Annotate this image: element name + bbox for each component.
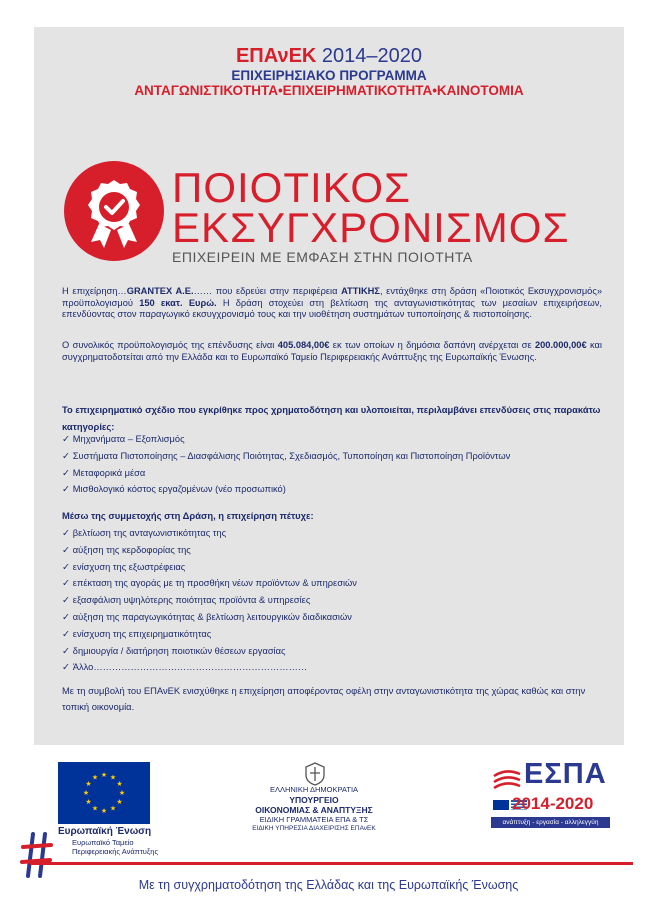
- ministry-name: ΟΙΚΟΝΟΜΙΑΣ & ΑΝΑΠΤΥΞΗΣ: [255, 805, 373, 815]
- list-item: [62, 525, 602, 542]
- svg-text:★: ★: [116, 798, 123, 806]
- company-name: GRANTEX A.E.: [126, 286, 194, 296]
- title-line-1: ΠΟΙΟΤΙΚΟΣ: [172, 164, 412, 211]
- list-item: [62, 626, 602, 643]
- cofinancing-footer: Με τη συγχρηματοδότηση της Ελλάδας και της Ευρωπαϊκής Ένωσης: [138, 878, 519, 892]
- list-item: [62, 559, 602, 576]
- greek-emblem-icon: [304, 762, 326, 786]
- hashtag-logo-icon: [20, 830, 54, 880]
- budget-text: και συγχρηματοδοτείται από την Ελλάδα και το Ευρωπαϊκό Ταμείο Περιφερειακής Ανάπτυξης της Ευρωπαϊκής Ένωσης.: [62, 340, 602, 362]
- svg-text:★: ★: [100, 807, 108, 815]
- list-item: [62, 465, 602, 482]
- result-text: επέκταση της αγοράς με τη προσθήκη νέων προϊόντων & υπηρεσιών: [72, 578, 357, 589]
- result-text: εξασφάλιση υψηλότερης ποιότητας προϊόντα & υπηρεσίες: [72, 595, 311, 606]
- check-icon: ✓: [62, 434, 70, 444]
- programme-name: ΕΠΙΧΕΙΡΗΣΙΑΚΟ ΠΡΟΓΡΑΜΜΑ: [231, 68, 427, 83]
- category-text: Μεταφορικά μέσα: [72, 467, 146, 478]
- ministry-republic: ΕΛΛΗΝΙΚΗ ΔΗΜΟΚΡΑΤΙΑ: [269, 785, 359, 794]
- espa-tagline: ανάπτυξη - εργασία - αλληλεγγύη: [491, 817, 610, 828]
- result-text: ενίσχυση της εξωστρέφειας: [72, 561, 186, 572]
- categories-list: [62, 431, 602, 498]
- action-subtitle: ΕΠΙΧΕΙΡΕΙΝ ΜΕ ΕΜΦΑΣΗ ΣΤΗΝ ΠΟΙΟΤΗΤΑ: [172, 249, 473, 265]
- list-item: [62, 481, 602, 498]
- svg-text:★: ★: [116, 780, 123, 788]
- check-icon: ✓: [62, 544, 70, 555]
- result-text: αύξηση της παραγωγικότητας & βελτίωση λειτουργικών διαδικασιών: [72, 611, 352, 622]
- ministry-service: ΕΙΔΙΚΗ ΥΠΗΡΕΣΙΑ ΔΙΑΧΕΙΡΙΣΗΣ ΕΠΑνΕΚ: [252, 825, 376, 832]
- category-text: Μισθολογικό κόστος εργαζομένων (νέο προσωπικό): [72, 484, 286, 495]
- category-text: Μηχανήματα – Εξοπλισμός: [72, 434, 185, 444]
- list-item: [62, 431, 602, 448]
- list-item: [62, 609, 602, 626]
- quality-badge-icon: [63, 160, 165, 262]
- check-icon: ✓: [62, 628, 70, 639]
- espa-years: 2014-2020: [512, 794, 594, 813]
- list-item: [62, 575, 602, 592]
- check-icon: ✓: [62, 662, 70, 673]
- result-text: Άλλο……………………………………………………………: [72, 662, 308, 673]
- svg-text:★: ★: [85, 780, 92, 788]
- programme-pillars: ΑΝΤΑΓΩΝΙΣΤΙΚΟΤΗΤΑ•ΕΠΙΧΕΙΡΗΜΑΤΙΚΟΤΗΤΑ•ΚΑΙΝΟΤΟΜΙΑ: [134, 83, 524, 98]
- ministry-title: ΥΠΟΥΡΓΕΙΟ: [289, 795, 339, 805]
- check-icon: ✓: [62, 484, 70, 495]
- svg-text:★: ★: [85, 798, 92, 806]
- check-icon: ✓: [62, 611, 70, 622]
- intro-text: , εντάχθηκε στη δράση «Ποιοτικός Εκσυγχρονισμός» προϋπολογισμού: [62, 286, 602, 308]
- list-item: [62, 659, 602, 676]
- list-item: [62, 643, 602, 660]
- intro-paragraph: [62, 286, 602, 321]
- eu-label: Ευρωπαϊκή Ένωση: [58, 826, 152, 837]
- category-text: Συστήματα Πιστοποίησης – Διασφάλισης Ποιότητας, Σχεδιασμός, Τυποποίηση και Πιστοποίηση Προϊόντων: [72, 450, 511, 461]
- result-text: ενίσχυση της επιχειρηματικότητας: [72, 628, 212, 639]
- check-icon: ✓: [62, 645, 70, 656]
- svg-text:★: ★: [109, 804, 117, 813]
- check-icon: ✓: [62, 528, 70, 538]
- results-list: [62, 525, 602, 676]
- list-item: [62, 542, 602, 559]
- result-text: βελτίωση της ανταγωνιστικότητας της: [72, 528, 227, 538]
- results-heading: Μέσω της συμμετοχής στη Δράση, η επιχείρηση πέτυχε:: [62, 510, 314, 521]
- check-icon: ✓: [62, 450, 70, 461]
- plan-heading: Το επιχειρηματικό σχέδιο που εγκρίθηκε προς χρηματοδότηση και υλοποιείται, περιλαμβάνει επενδύσεις στις παρακάτω κατηγορίες:: [62, 404, 601, 432]
- total-budget: 405.084,00€: [277, 340, 330, 350]
- svg-text:★: ★: [100, 771, 108, 779]
- svg-text:★: ★: [91, 773, 99, 782]
- brand-years: 2014–2020: [321, 45, 423, 67]
- title-line-2: ΕΚΣΥΓΧΡΟΝΙΣΜΟΣ: [172, 204, 570, 251]
- budget-text: εκ των οποίων η δημόσια δαπάνη ανέρχεται σε: [329, 340, 535, 350]
- action-budget: 150 εκατ. Ευρώ.: [139, 297, 217, 308]
- list-item: [62, 592, 602, 609]
- check-icon: ✓: [62, 561, 70, 572]
- check-icon: ✓: [62, 595, 70, 606]
- budget-text: Ο συνολικός προϋπολογισμός της επένδυσης είναι: [62, 340, 278, 350]
- ministry-logo: [244, 785, 384, 833]
- result-text: αύξηση της κερδοφορίας της: [72, 544, 191, 555]
- eu-flag-icon: [58, 762, 150, 824]
- brand-epanek: ΕΠΑνΕΚ: [235, 45, 317, 67]
- intro-text: …… που εδρεύει στην περιφέρεια: [193, 286, 342, 296]
- svg-text:★: ★: [109, 773, 117, 782]
- erdf-label: [72, 838, 158, 856]
- svg-text:★: ★: [118, 789, 126, 797]
- erdf-line-2: Περιφερειακής Ανάπτυξης: [72, 847, 159, 856]
- intro-text: Η δράση στοχεύει στη βελτίωση της ανταγωνιστικότητας των μεσαίων επιχειρήσεων, επενδύοντας στον παραγωγικό εκσυγχρονισμό τους και την υιοθέτηση συστημάτων τυποποίησης & πιστοποίησης.: [62, 297, 603, 319]
- ministry-secretariat: ΕΙΔΙΚΗ ΓΡΑΜΜΑΤΕΙΑ ΕΠΑ & ΤΣ: [259, 815, 369, 824]
- footer-divider: [30, 862, 633, 865]
- intro-text: Η επιχείρηση…: [62, 286, 127, 296]
- list-item: [62, 448, 602, 465]
- public-expenditure: 200.000,00€: [534, 340, 587, 350]
- result-text: δημιουργία / διατήρηση ποιοτικών θέσεων εργασίας: [72, 645, 286, 656]
- erdf-line-1: Ευρωπαϊκό Ταμείο: [72, 838, 134, 847]
- programme-header: [34, 45, 624, 98]
- programme-brand: [34, 45, 624, 67]
- check-icon: ✓: [62, 578, 70, 589]
- svg-text:★: ★: [91, 804, 99, 813]
- budget-paragraph: [62, 340, 602, 363]
- svg-text:★: ★: [82, 789, 90, 797]
- espa-word: ΕΣΠΑ: [524, 758, 607, 790]
- check-icon: ✓: [62, 467, 70, 478]
- region-name: ΑΤΤΙΚΗΣ: [341, 286, 380, 296]
- closing-paragraph: Με τη συμβολή του ΕΠΑνΕΚ ενισχύθηκε η επιχείρηση αποφέροντας οφέλη στην ανταγωνιστικότητα της χώρας καθώς και στην τοπική οικονομία.: [62, 685, 586, 712]
